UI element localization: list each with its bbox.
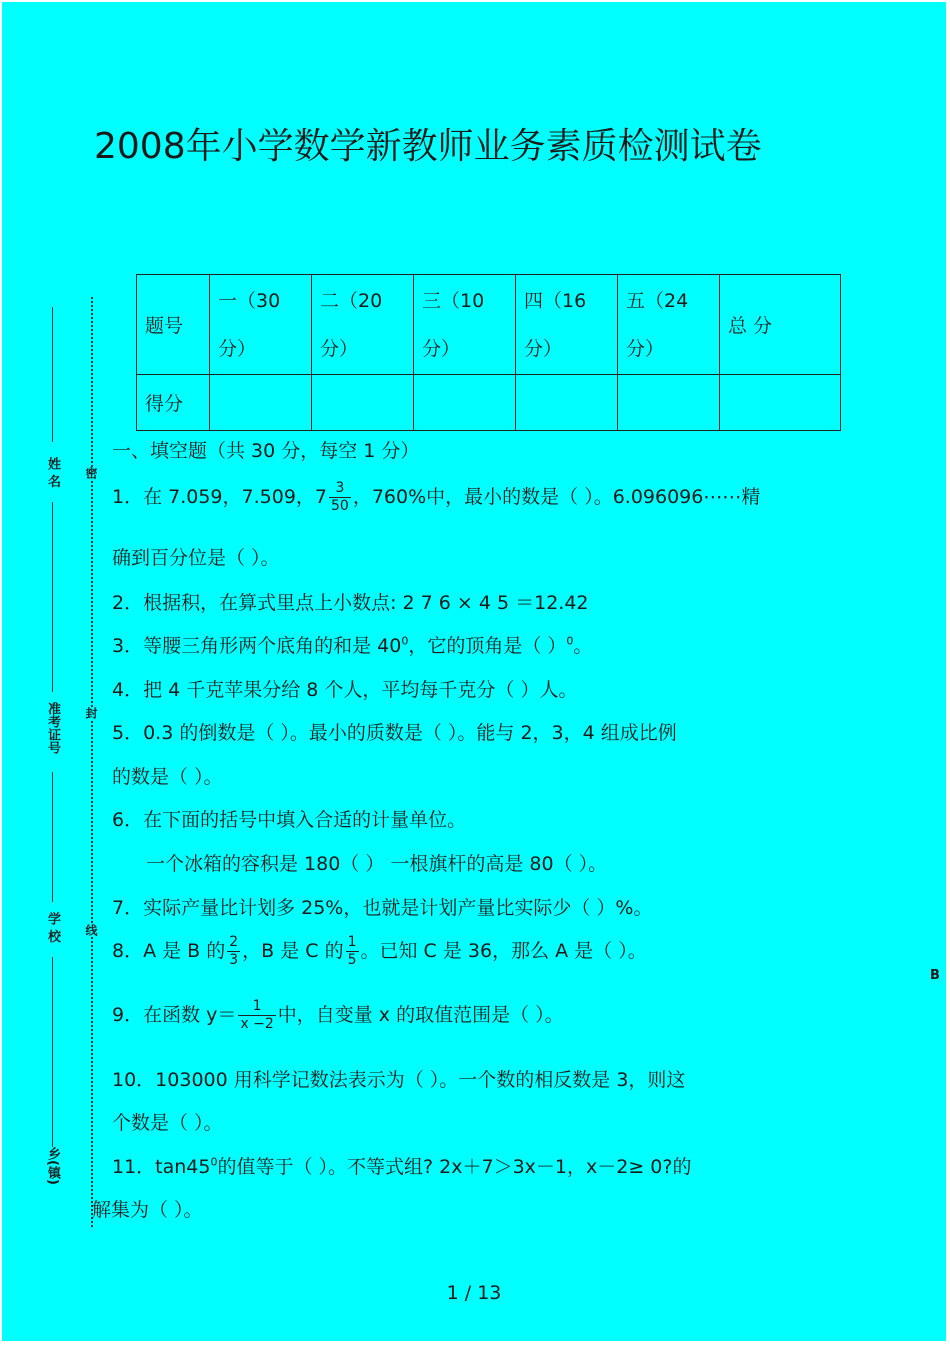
question-7: 7．实际产量比计划多 25%，也就是计划产量比实际少（ ）%。	[112, 897, 653, 919]
header-section-5: 五（24 分）	[618, 275, 720, 375]
header-section-4: 四（16 分）	[516, 275, 618, 375]
question-6: 6．在下面的括号中填入合适的计量单位。	[112, 809, 467, 831]
page-number: 1 / 13	[446, 1282, 502, 1304]
township-label: 乡(镇)	[45, 1147, 60, 1185]
question-5: 5．0.3 的倒数是（ ）。最小的质数是（ ）。能与 2，3，4 组成比例	[112, 722, 677, 744]
question-9: 9．在函数 y＝ $\frac{1}{x -2}$ 中，自变量 x 的取值范围是（ ）。	[112, 998, 564, 1032]
row-label-question: 题号	[137, 275, 210, 375]
header-section-3: 三（10 分）	[414, 275, 516, 375]
seal-dashed-line	[91, 297, 93, 1227]
score-cell-2[interactable]	[312, 375, 414, 431]
question-5-cont: 的数是（ ）。	[112, 766, 223, 788]
header-total: 总 分	[720, 275, 841, 375]
score-cell-total[interactable]	[720, 375, 841, 431]
page-title: 2008年小学数学新教师业务素质检测试卷	[94, 126, 762, 167]
question-1-cont: 确到百分位是（ ）。	[112, 547, 280, 569]
exam-page	[2, 2, 946, 1341]
score-cell-5[interactable]	[618, 375, 720, 431]
question-4: 4．把 4 千克苹果分给 8 个人，平均每千克分（ ）人。	[112, 679, 578, 701]
score-cell-1[interactable]	[210, 375, 312, 431]
question-3: 3．等腰三角形两个底角的和是 $40^0$，它的顶角是（ ）$^0$。	[112, 634, 593, 657]
seal-char-xian: 线	[84, 924, 98, 936]
name-line	[52, 307, 53, 442]
question-11-cont: 解集为（ ）。	[92, 1199, 203, 1221]
name-label: 姓 名	[45, 457, 60, 488]
header-section-1: 一（30 分）	[210, 275, 312, 375]
question-10: 10．103000 用科学记数法表示为（ ）。一个数的相反数是 3，则这	[112, 1069, 686, 1091]
seal-char-mi: 密	[84, 467, 98, 479]
school-line	[52, 957, 53, 1147]
fraction-1-5: $\frac{1}{5}$	[347, 934, 357, 968]
seal-char-feng: 封	[84, 707, 98, 719]
question-11: 11．$\tan 45^0$的值等于（ ）。不等式组? 2x＋7＞3x－1，x－2≥ 0?的	[112, 1155, 692, 1178]
exam-id-line-top	[52, 502, 53, 692]
fraction-2-3: $\frac{2}{3}$	[229, 934, 239, 968]
fraction-3-50: $\frac{3}{50}$	[331, 480, 349, 514]
row-label-score: 得分	[137, 375, 210, 431]
exam-id-label: 准考证号	[45, 702, 60, 754]
score-table	[136, 274, 841, 431]
question-1: 1．在 7.059，7.509，7 $\frac{3}{50}$ ，760%中，最小的数是（ ）。6.096096⋯⋯精	[112, 480, 761, 514]
section-1-heading: 一、填空题（共 30 分，每空 1 分）	[112, 440, 420, 462]
fraction-1-over-x-minus-2: $\frac{1}{x -2}$	[240, 998, 274, 1032]
exam-id-line-bottom	[52, 772, 53, 902]
question-2: 2．根据积，在算式里点上小数点: 2 7 6 × 4 5 ＝12.42	[112, 592, 589, 614]
question-8: 8．A 是 B 的 $\frac{2}{3}$ ，B 是 C 的 $\frac{1}{5}$ 。已知 C 是 36，那么 A 是（ ）。	[112, 934, 647, 968]
header-section-2: 二（20 分）	[312, 275, 414, 375]
school-label: 学 校	[45, 912, 60, 943]
score-cell-3[interactable]	[414, 375, 516, 431]
corner-mark: B	[930, 968, 940, 983]
score-cell-4[interactable]	[516, 375, 618, 431]
question-10-cont: 个数是（ ）。	[112, 1112, 223, 1134]
question-6-items: 一个冰箱的容积是 180（ ） 一根旗杆的高是 80（ ）。	[146, 853, 608, 875]
